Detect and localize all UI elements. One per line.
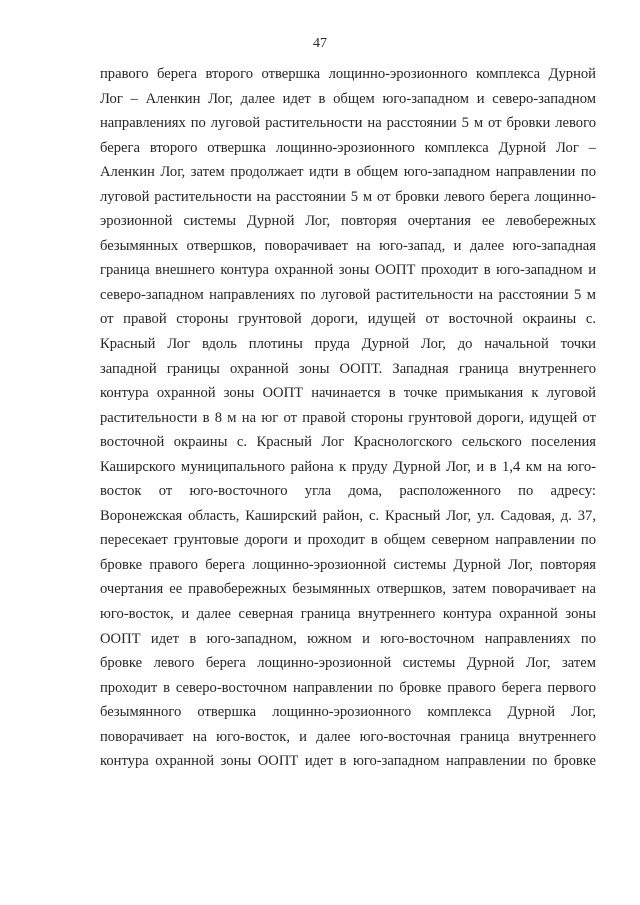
text-line: правого берега второго отвершка лощинно-эрозионного комплекса Дурной [100,66,596,82]
text-line: от правой стороны грунтовой дороги, идущей от восточной окраины с. [100,311,596,328]
text-line: растительности в 8 м на юг от правой стороны грунтовой дороги, идущей от [100,409,596,426]
text-line: бровке левого берега лощинно-эрозионной системы Дурной Лог, затем [100,655,596,672]
text-line: ООПТ идет в юго-западном, южном и юго-восточном направлениях по [100,630,596,647]
text-line: Каширского муниципального района к пруду Дурной Лог, и в 1,4 км на юго- [100,458,596,475]
text-line: Воронежская область, Каширский район, с. Красный Лог, ул. Садовая, д. 37, [100,507,596,524]
text-line: очертания ее правобережных безымянных отвершков, затем поворачивает на [100,581,596,598]
text-line: безымянных отвершков, поворачивает на юго-запад, и далее юго-западная [100,237,596,254]
text-line: направлениях по луговой растительности на расстоянии 5 м от бровки левого [100,115,596,132]
text-line: юго-восток, и далее северная граница внутреннего контура охранной зоны [100,606,596,623]
text-line: пересекает грунтовые дороги и проходит в общем северном направлении по [100,532,596,549]
text-line: берега второго отвершка лощинно-эрозионного комплекса Дурной Лог – [100,139,596,156]
text-line: восток от юго-восточного угла дома, расположенного по адресу: [100,483,596,500]
text-line: западной границы охранной зоны ООПТ. Западная граница внутреннего [100,360,596,377]
text-line: граница внешнего контура охранной зоны ООПТ проходит в юго-западном и [100,262,596,279]
text-line: луговой растительности на расстоянии 5 м от бровки левого берега лощинно- [100,188,596,205]
text-line: контура охранной зоны ООПТ начинается в точке примыкания к луговой [100,385,596,402]
text-line: поворачивает на юго-восток, и далее юго-восточная граница внутреннего [100,728,596,745]
page-number: 47 [313,36,327,51]
text-line: Аленкин Лог, затем продолжает идти в общем юго-западном направлении по [100,164,596,181]
text-line: Лог – Аленкин Лог, далее идет в общем юго-западном и северо-западном [100,90,596,107]
text-line: северо-западном направлениях по луговой растительности на расстоянии 5 м [100,286,596,303]
text-line: проходит в северо-восточном направлении по бровке правого берега первого [100,679,596,696]
text-line: Красный Лог вдоль плотины пруда Дурной Лог, до начальной точки [100,336,596,353]
text-line: бровке правого берега лощинно-эрозионной системы Дурной Лог, повторяя [100,556,596,573]
text-line: контура охранной зоны ООПТ идет в юго-западном направлении по бровке [100,753,596,770]
body-paragraph [100,62,596,774]
text-line: безымянного отвершка лощинно-эрозионного комплекса Дурной Лог, [100,704,596,721]
text-line: восточной окраины с. Красный Лог Краснологского сельского поселения [100,434,596,451]
text-line: эрозионной системы Дурной Лог, повторяя очертания ее левобережных [100,213,596,230]
